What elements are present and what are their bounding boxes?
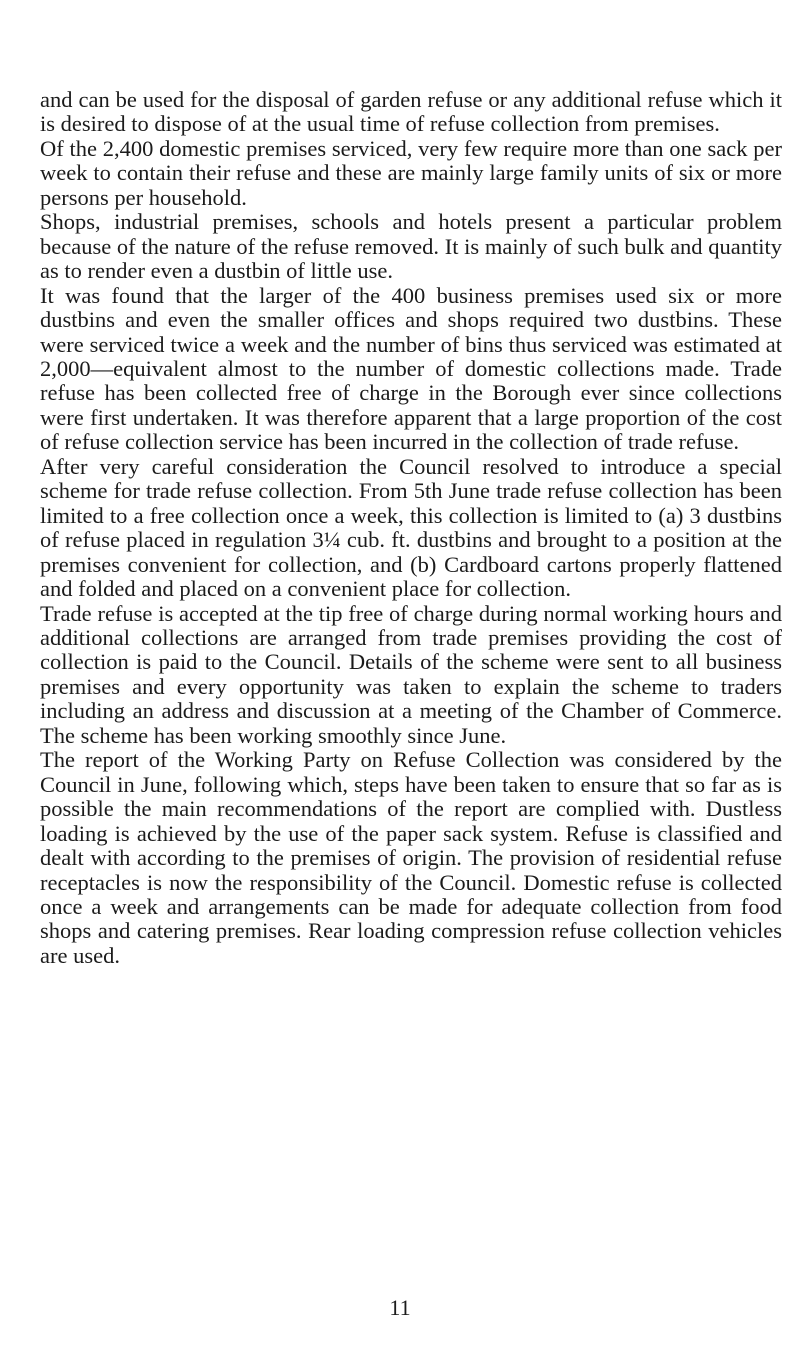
- paragraph-business-premises: It was found that the larger of the 400 business premises used six or more dustbins and even the smaller offices and shops required two dustbins. These were serviced twice a week and the number of bins thus serviced was estimated at 2,000—equivalent almost to the number of domestic collections made. Trade refuse has been collected free of charge in the Borough ever since collections were first undertaken. It was therefore apparent that a large proportion of the cost of refuse collection service has been incurred in the collection of trade refuse.: [40, 282, 782, 455]
- paragraph-shops-industrial: Shops, industrial premises, schools and hotels present a particular problem because of the nature of the refuse removed. It is mainly of such bulk and quantity as to render even a dustbin of little use.: [40, 209, 782, 284]
- paragraph-continuation: and can be used for the disposal of garden refuse or any additional refuse which it is desired to dispose of at the usual time of refuse collection from premises.: [40, 87, 782, 137]
- page-number: 11: [389, 1295, 411, 1320]
- document-body: [40, 88, 782, 968]
- paragraph-working-party-report: The report of the Working Party on Refuse Collection was considered by the Council in June, following which, steps have been taken to ensure that so far as is possible the main recommendations of the report are complied with. Dustless loading is achieved by the use of the paper sack system. Refuse is classified and dealt with according to the premises of origin. The provision of residential refuse receptacles is now the responsibility of the Council. Domestic refuse is collected once a week and arrangements can be made for adequate collection from food shops and catering premises. Rear loading compression refuse collection vehicles are used.: [40, 747, 782, 968]
- paragraph-domestic-premises: Of the 2,400 domestic premises serviced, very few require more than one sack per week to contain their refuse and these are mainly large family units of six or more persons per household.: [40, 135, 782, 210]
- paragraph-special-scheme: After very careful consideration the Council resolved to introduce a special scheme for trade refuse collection. From 5th June trade refuse collection has been limited to a free collection once a week, this collection is limited to (a) 3 dustbins of refuse placed in regulation 3¼ cub. ft. dustbins and brought to a position at the premises convenient for collection, and (b) Cardboard cartons properly flattened and folded and placed on a convenient place for collection.: [40, 453, 782, 602]
- paragraph-tip-acceptance: Trade refuse is accepted at the tip free of charge during normal working hours and additional collections are arranged from trade premises providing the cost of collection is paid to the Council. Details of the scheme were sent to all business premises and every opportunity was taken to explain the scheme to traders including an address and discussion at a meeting of the Chamber of Commerce. The scheme has been working smoothly since June.: [40, 600, 782, 748]
